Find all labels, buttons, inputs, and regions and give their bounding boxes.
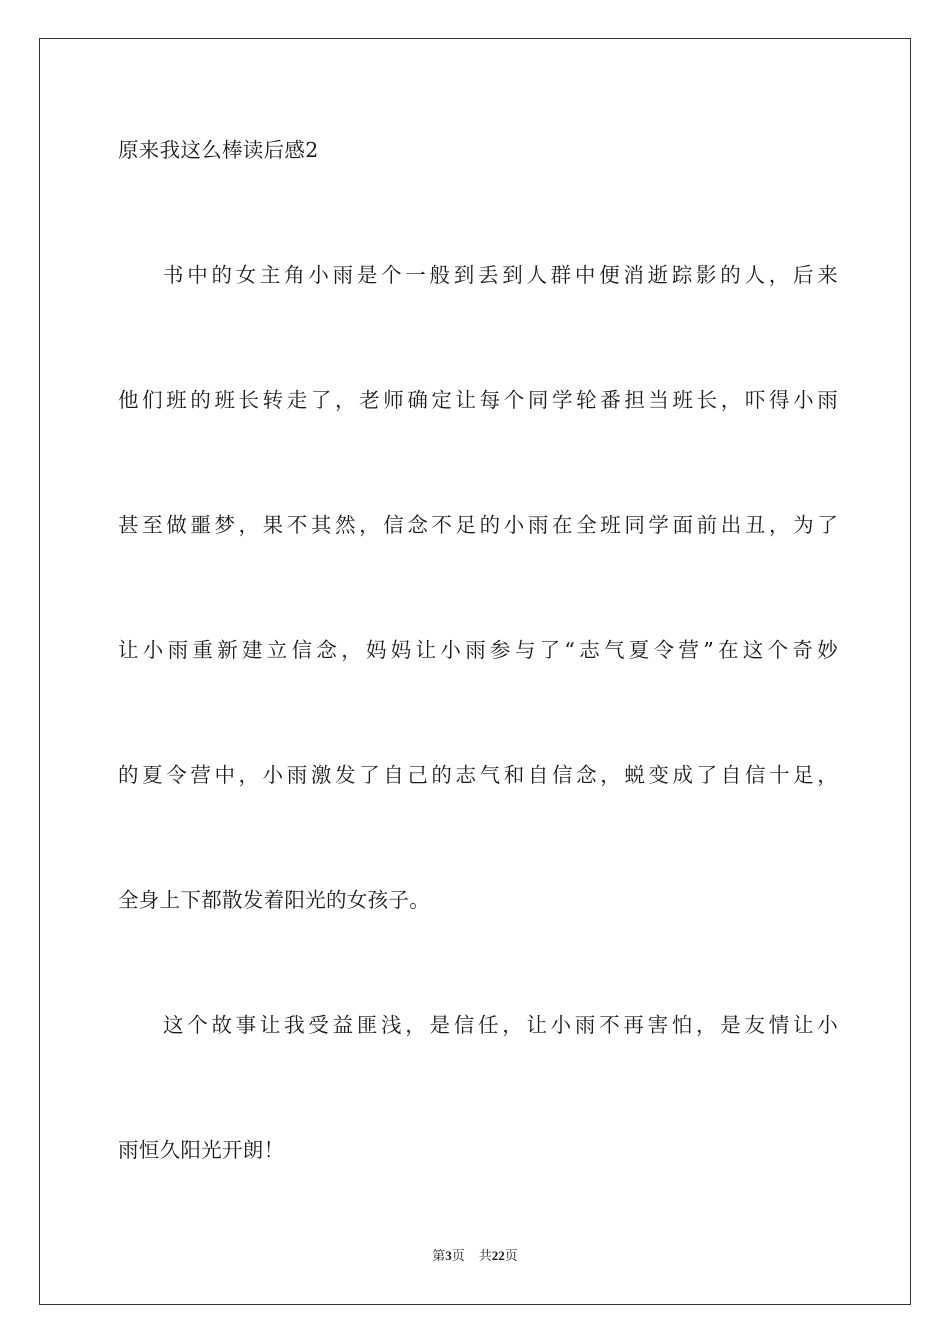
paragraph-1-line-1: 书中的女主角小雨是个一般到丢到人群中便消逝踪影的人，后来	[163, 263, 838, 287]
paragraph-1-line-5: 的夏令营中，小雨激发了自己的志气和自信念，蜕变成了自信十足，	[118, 763, 838, 787]
document-title: 原来我这么棒读后感2	[118, 138, 319, 162]
footer-total-suffix: 页	[504, 1249, 518, 1264]
footer-total-pages: 22	[491, 1248, 505, 1263]
paragraph-1-line-6: 全身上下都散发着阳光的女孩子。	[118, 888, 430, 912]
footer-page-prefix: 第	[432, 1249, 446, 1264]
page-footer	[0, 1247, 950, 1266]
page-border	[39, 38, 911, 1305]
paragraph-1-line-2: 他们班的班长转走了，老师确定让每个同学轮番担当班长，吓得小雨	[118, 388, 838, 412]
paragraph-2-line-2: 雨恒久阳光开朗！	[118, 1138, 285, 1162]
footer-page-number: 3	[445, 1248, 452, 1263]
footer-total-prefix: 共	[478, 1249, 492, 1264]
footer-page-suffix: 页	[451, 1249, 465, 1264]
paragraph-1-line-4: 让小雨重新建立信念，妈妈让小雨参与了“志气夏令营”在这个奇妙	[118, 638, 838, 662]
paragraph-1-line-3: 甚至做噩梦，果不其然，信念不足的小雨在全班同学面前出丑，为了	[118, 513, 838, 537]
paragraph-2-line-1: 这个故事让我受益匪浅，是信任，让小雨不再害怕，是友情让小	[163, 1013, 838, 1037]
